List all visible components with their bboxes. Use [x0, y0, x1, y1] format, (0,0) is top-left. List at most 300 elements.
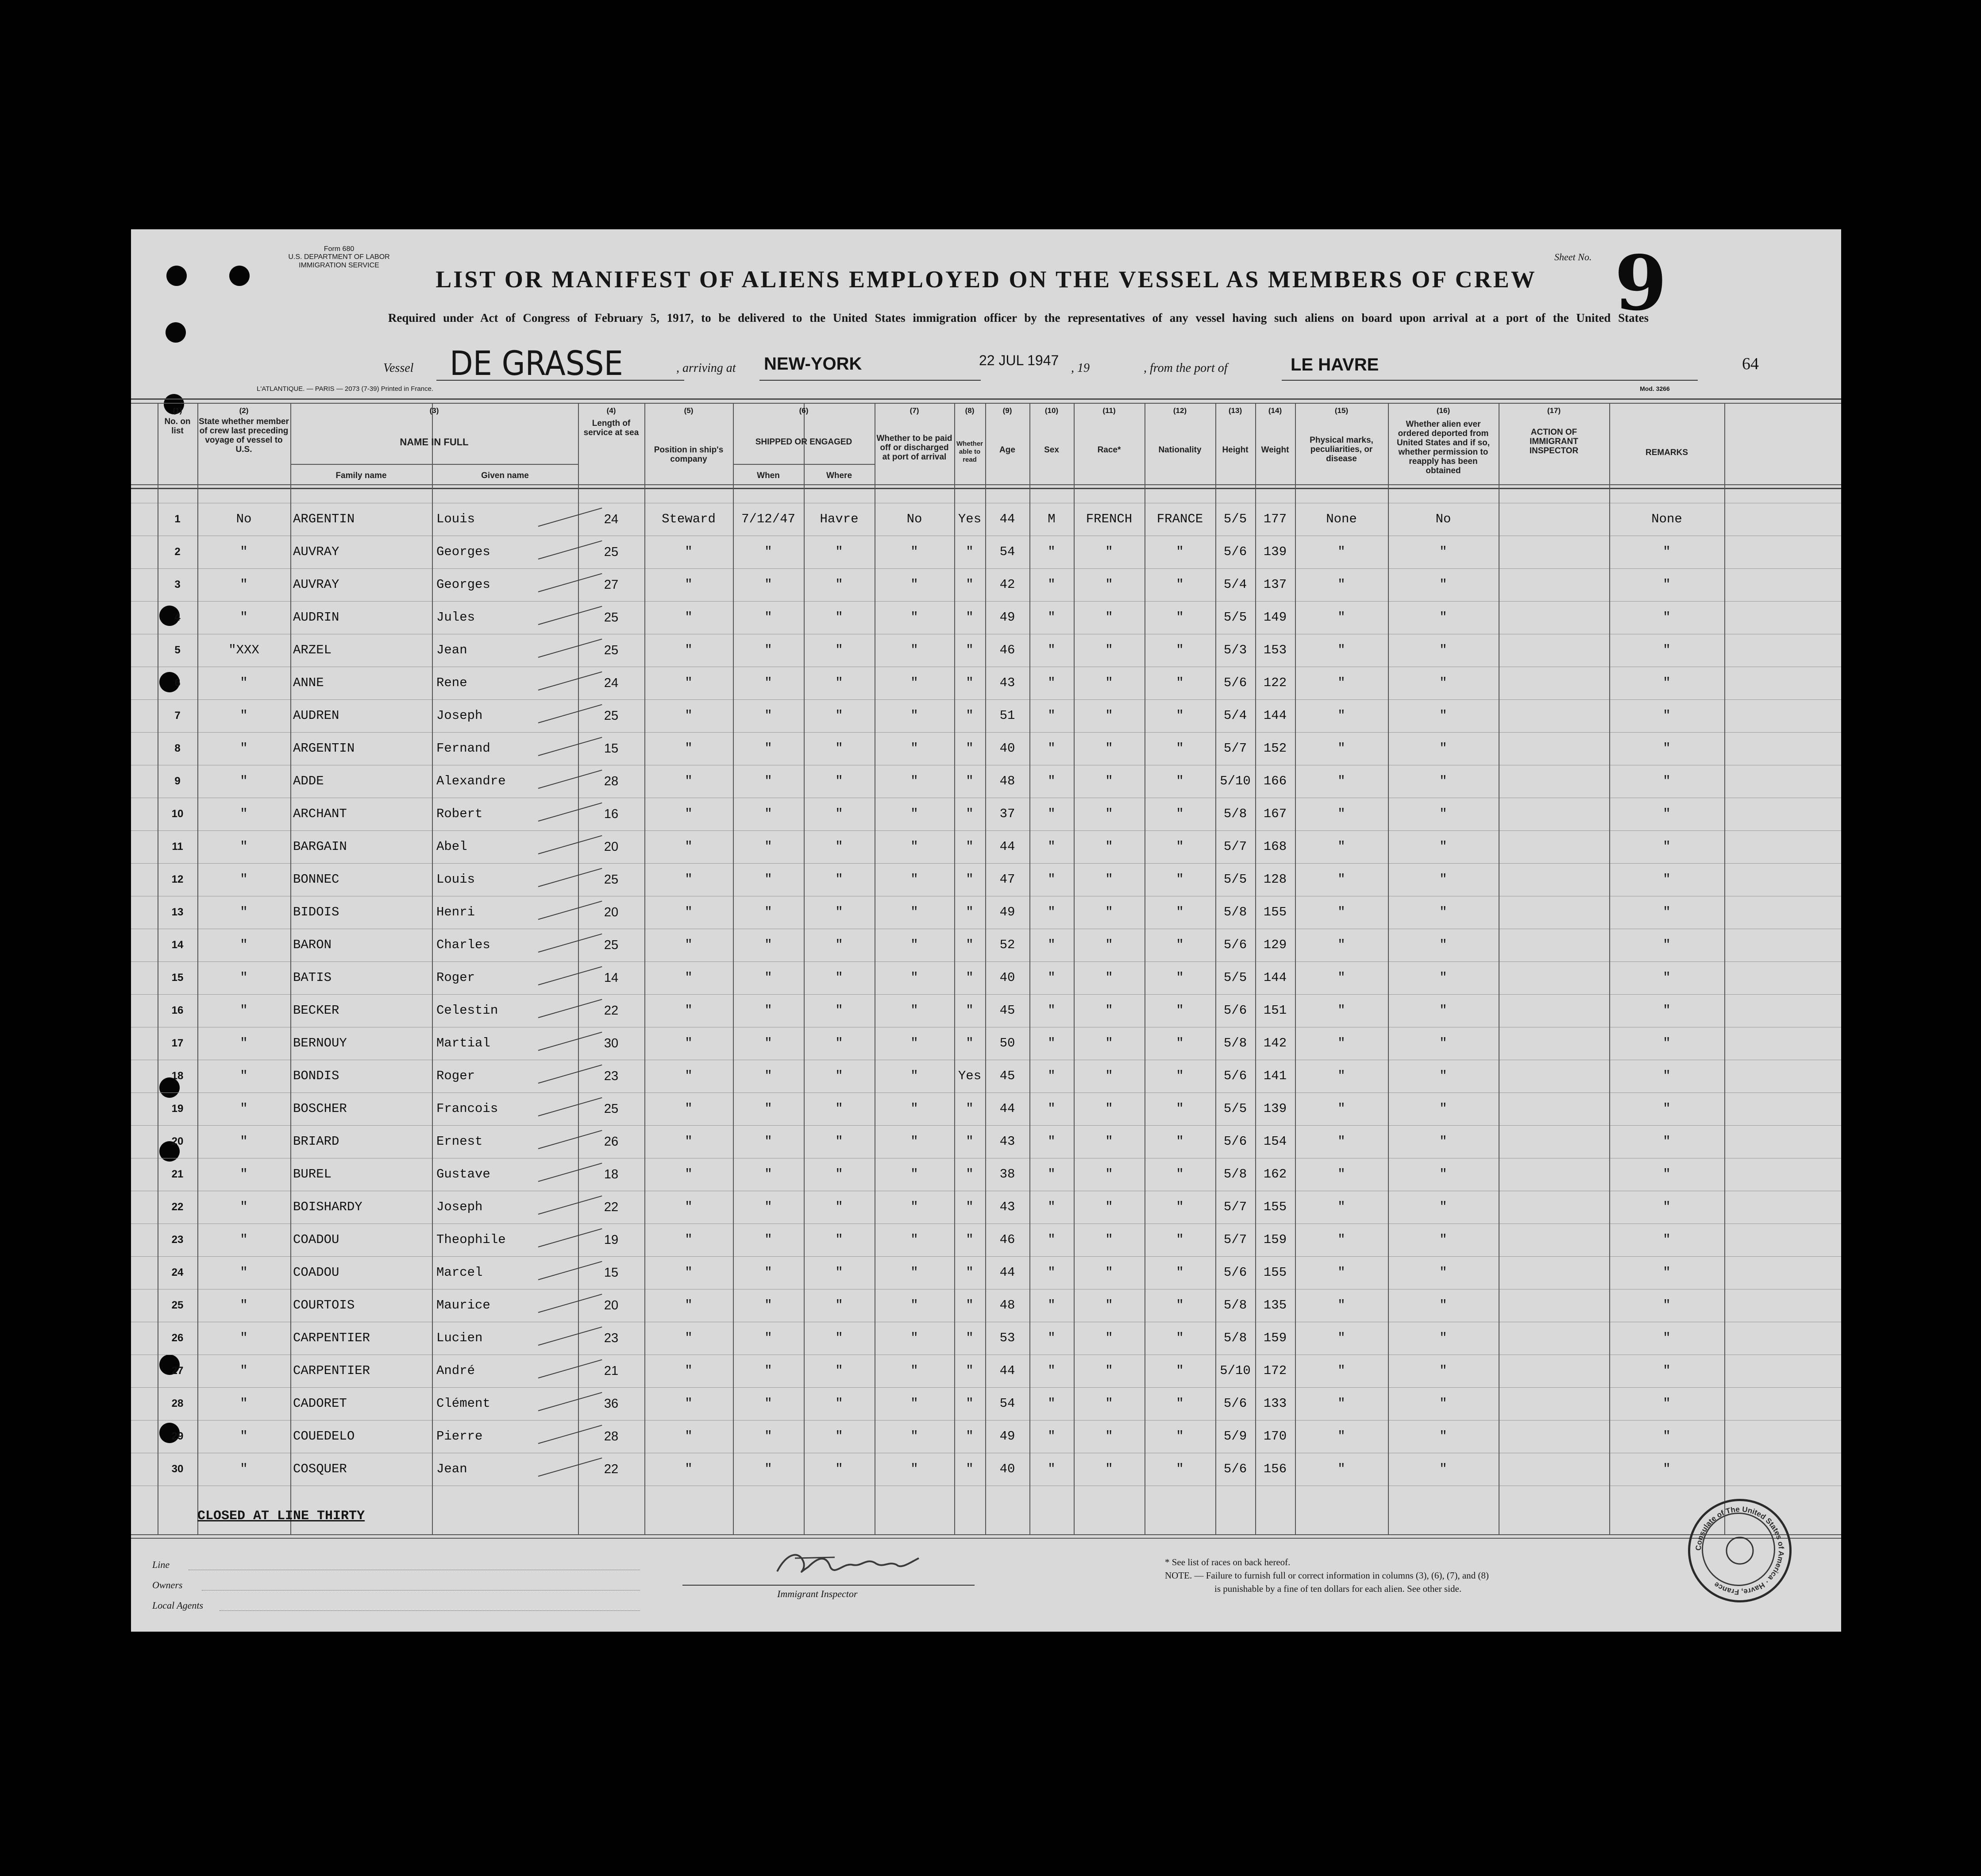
- cell-family: COADOU: [293, 1265, 339, 1280]
- cell-race: ": [1105, 1101, 1113, 1116]
- cell-no: 21: [171, 1168, 184, 1180]
- cell-remarks: ": [1663, 577, 1671, 592]
- cell-paid: ": [910, 610, 918, 625]
- cell-deported: ": [1439, 708, 1447, 723]
- cell-paid: ": [910, 1069, 918, 1083]
- cell-position: ": [685, 938, 693, 952]
- cell-service: 25: [604, 1102, 619, 1116]
- col-prev-voyage-header: State whether member of crew last preceding voyage of vessel to U.S.: [199, 417, 289, 454]
- cell-when: ": [764, 544, 772, 559]
- cell-paid: ": [910, 1232, 918, 1247]
- cell-race: ": [1105, 938, 1113, 952]
- cell-marks: ": [1337, 970, 1345, 985]
- cell-weight: 177: [1263, 512, 1287, 526]
- cell-paid: ": [910, 1200, 918, 1214]
- cell-when: ": [764, 1298, 772, 1312]
- cell-weight: 137: [1263, 577, 1287, 592]
- cell-marks: ": [1337, 872, 1345, 887]
- immigrant-inspector-label: Immigrant Inspector: [777, 1588, 858, 1599]
- cell-deported: ": [1439, 1363, 1447, 1378]
- cell-position: ": [685, 807, 693, 821]
- cell-when: ": [764, 1167, 772, 1181]
- cell-when: ": [764, 577, 772, 592]
- table-row: [131, 896, 1841, 929]
- cell-race: ": [1105, 1003, 1113, 1018]
- cell-age: 54: [999, 544, 1015, 559]
- cell-age: 47: [999, 872, 1015, 887]
- col-service-header: Length of service at sea: [583, 419, 639, 437]
- cell-paid: ": [910, 1396, 918, 1411]
- col-race-header: Race*: [1097, 445, 1121, 455]
- cell-family: BONNEC: [293, 872, 339, 887]
- cell-read: ": [966, 970, 974, 985]
- cell-marks: ": [1337, 544, 1345, 559]
- cell-height: 5/8: [1223, 1331, 1247, 1345]
- cell-service: 30: [604, 1036, 619, 1050]
- cell-position: ": [685, 610, 693, 625]
- cell-nat: ": [1176, 741, 1184, 756]
- cell-remarks: None: [1651, 512, 1682, 526]
- cell-race: ": [1105, 610, 1113, 625]
- vessel-name: DE GRASSE: [450, 344, 623, 383]
- manifest-sheet: Form 680 U.S. DEPARTMENT OF LABOR IMMIGRATION SERVICE LIST OR MANIFEST OF ALIENS EMPLOYED ON THE VESSEL AS MEMBERS OF CREW Required under Act of Congress of February 5, 1917, to be delivered to the United States immigration officer by the representatives of any vessel having such aliens on board upon arrival at a port of the United States Sheet No. 9 Vessel DE GRASSE , arriving at NEW-YORK 22 JUL 1947 , 19 , from the port of LE HAVRE 64 L'ATLANTIQUE. — PARIS — 2073 (7-39) Printed in France. Mod. 3266 (1) No. on list (2) State whether member of crew last preceding voyage of vessel to U.S. (3) NAME IN FULL Family name Given name (4) Length of service at sea (5) Position in ship's company (6) SHIPPED OR ENGAGED When Where (7) Whether to be paid off or discharged at port of arrival (8) Whether able to read (9) Age (10) Sex (11) Race* (12) Nationality (13) Height (14) Weight (15) Physical marks, peculiarities, or disease (16) Whether alien ever ordered deported from United States and if so, whether permission to reapply has been obtained (17) ACTION OF IMMIGRANT INSPECTOR REMARKS 1 No ARGENTIN Louis 24 Steward 7/12/47 Havre No Yes 44 M FRENCH FRANCE 5/5 177 None No None 2 " AUVRAY Georges 25 " " " " " 54 " " " 5/6 139 " " " 3 " AUVRAY Georges 27 " " " " " 42 " " " 5/4 137 " " " 4 " AUDRIN Jules 25 " " " " " 49 " " " 5/5 149 " " " 5 "XXX ARZEL Jean 25 " " " " " 46 " " " 5/3 153 " " " 6 " ANNE Rene 24 " " " " " 43 " " " 5/6 122 " " " 7 " AUDREN Joseph 25 " " " " " 51 " " " 5/4 144 " " " 8 " ARGENTIN Fernand 15 " " " " " 40 " " " 5/7 152 " " " 9 " ADDE Alexandre 28 " " " " " 48 " " " 5/10 166 " " " 10 " ARCHANT Robert 16 " " " " " 37 " " " 5/8 167 " " " 11 " BARGAIN Abel 20 " " " " " 44 " " " 5/7 168 " " " 12 " BONNEC Louis 25 " " " " " 47 " " " 5/5 128 " " " 13 " BIDOIS Henri 20 " " " " " 49 " " " 5/8 155 " " " 14 " BARON Charles 25 " " " " " 52 " " " 5/6 129 " " " 15 " BATIS Roger 14 " " " " " 40 " " " 5/5 144 " " " 16 " BECKER Celestin 22 " " " " " 45 " " " 5/6 151 " " " 17 " BERNOUY Martial 30 " " " " " 50 " " " 5/8 142 " " " 18 " BONDIS Roger 23 " " " " Yes 45 " " " 5/6 141 " " " 19 " BOSCHER Francois 25 " " " " " 44 " " " 5/5 139 " " " 20 " BRIARD Ernest 26 " " " " " 43 " " " 5/6 154 " " " 21 " BUREL Gustave 18 " " " " " 38 " " " 5/8 162 " " " 22 " BOISHARDY Joseph 22 " " " " " 43 " " " 5/7 155 " " " 23 " COADOU Theophile 19 " " " " " 46 " " " 5/7 159 " " " 24 " COADOU Marcel 15 " " " " " 44 " " " 5/6 155 " " " 25 " COURTOIS Maurice 20 " " " " " 48 " " " 5/8 135 " " " 26 " CARPENTIER Lucien 23 " " " " " 53 " " " 5/8 159 " " " 27 " CARPENTIER André 21 " " " " " 44 " " " 5/10 172 " " " 28 " CADORET Clément 36 " " " " " 54 " " " 5/6 133 " " " 29 " COUEDELO Pierre 28 " " " " " 49 " " " 5/9 170 " " " 30 " COSQUER Jean 22 " " " " " 40 " " " 5/6 156 " " " CLOSED AT LINE THIRTY Line Owners Local Agents Immigrant Inspector * See list of races on back hereof. NOTE. — Failure to furnish full or correct information in columns (3), (6), (7), and (8) is punishable by a fine of ten dollars for each alien. See other side. Consulate of The United States of America · Havre, France: [131, 229, 1841, 1632]
- cell-deported: ": [1439, 1036, 1447, 1050]
- consulate-seal: [1688, 1499, 1792, 1602]
- cell-family: ANNE: [293, 676, 324, 690]
- cell-no: 20: [171, 1135, 184, 1147]
- cell-marks: ": [1337, 676, 1345, 690]
- cell-service: 22: [604, 1200, 619, 1214]
- cell-remarks: ": [1663, 676, 1671, 690]
- cell-remarks: ": [1663, 1298, 1671, 1312]
- cell-where: ": [835, 741, 843, 756]
- cell-race: ": [1105, 905, 1113, 919]
- cell-marks: ": [1337, 708, 1345, 723]
- cell-paid: ": [910, 1363, 918, 1378]
- cell-read: ": [966, 1101, 974, 1116]
- cell-read: ": [966, 839, 974, 854]
- cell-service: 23: [604, 1069, 619, 1083]
- cell-sex: M: [1048, 512, 1056, 526]
- cell-given: Louis: [436, 512, 475, 526]
- cell-where: Havre: [820, 512, 859, 526]
- cell-sex: ": [1048, 577, 1056, 592]
- cell-sex: ": [1048, 676, 1056, 690]
- cell-prev: ": [240, 1298, 248, 1312]
- cell-family: BRIARD: [293, 1134, 339, 1149]
- cell-paid: ": [910, 839, 918, 854]
- cell-race: ": [1105, 1462, 1113, 1476]
- cell-where: ": [835, 708, 843, 723]
- cell-service: 28: [604, 774, 619, 788]
- cell-paid: ": [910, 774, 918, 788]
- cell-position: ": [685, 544, 693, 559]
- cell-prev: ": [240, 905, 248, 919]
- cell-nat: ": [1176, 905, 1184, 919]
- cell-age: 40: [999, 741, 1015, 756]
- cell-given: Celestin: [436, 1003, 498, 1018]
- cell-where: ": [835, 1200, 843, 1214]
- cell-height: 5/9: [1223, 1429, 1247, 1444]
- col-nationality-header: Nationality: [1158, 445, 1202, 455]
- cell-deported: ": [1439, 1331, 1447, 1345]
- cell-prev: ": [240, 1462, 248, 1476]
- cell-where: ": [835, 1069, 843, 1083]
- cell-where: ": [835, 676, 843, 690]
- cell-where: ": [835, 1429, 843, 1444]
- col-sex-header: Sex: [1044, 445, 1059, 455]
- cell-remarks: ": [1663, 872, 1671, 887]
- cell-weight: 159: [1263, 1331, 1287, 1345]
- cell-given: Georges: [436, 577, 490, 592]
- cell-deported: ": [1439, 839, 1447, 854]
- cell-weight: 129: [1263, 938, 1287, 952]
- cell-paid: ": [910, 577, 918, 592]
- cell-when: ": [764, 807, 772, 821]
- cell-remarks: ": [1663, 905, 1671, 919]
- cell-where: ": [835, 1036, 843, 1050]
- cell-deported: ": [1439, 741, 1447, 756]
- cell-paid: ": [910, 1462, 918, 1476]
- cell-service: 28: [604, 1429, 619, 1444]
- cell-paid: ": [910, 1003, 918, 1018]
- cell-paid: ": [910, 807, 918, 821]
- cell-given: Louis: [436, 872, 475, 887]
- col-shipped-header: SHIPPED OR ENGAGED: [755, 437, 852, 447]
- cell-read: ": [966, 1200, 974, 1214]
- cell-prev: ": [240, 577, 248, 592]
- cell-height: 5/6: [1223, 938, 1247, 952]
- cell-nat: ": [1176, 1462, 1184, 1476]
- cell-given: Roger: [436, 1069, 475, 1083]
- cell-nat: ": [1176, 1134, 1184, 1149]
- cell-no: 22: [171, 1201, 184, 1213]
- cell-read: ": [966, 676, 974, 690]
- cell-nat: ": [1176, 774, 1184, 788]
- cell-given: Jules: [436, 610, 475, 625]
- cell-marks: ": [1337, 1396, 1345, 1411]
- cell-family: BERNOUY: [293, 1036, 347, 1050]
- cell-age: 46: [999, 1232, 1015, 1247]
- cell-weight: 149: [1263, 610, 1287, 625]
- cell-where: ": [835, 1265, 843, 1280]
- cell-service: 27: [604, 578, 619, 592]
- cell-sex: ": [1048, 1298, 1056, 1312]
- arriving-port: NEW-YORK: [764, 354, 862, 374]
- cell-age: 44: [999, 512, 1015, 526]
- cell-race: ": [1105, 544, 1113, 559]
- cell-marks: ": [1337, 1167, 1345, 1181]
- cell-height: 5/6: [1223, 1003, 1247, 1018]
- table-row: [131, 568, 1841, 601]
- line-label: Line: [152, 1559, 170, 1570]
- cell-prev: ": [240, 1396, 248, 1411]
- cell-service: 23: [604, 1331, 619, 1345]
- cell-read: ": [966, 1363, 974, 1378]
- cell-race: ": [1105, 1167, 1113, 1181]
- cell-where: ": [835, 643, 843, 657]
- cell-weight: 167: [1263, 807, 1287, 821]
- cell-no: 30: [171, 1463, 184, 1475]
- cell-deported: ": [1439, 1298, 1447, 1312]
- cell-where: ": [835, 544, 843, 559]
- cell-prev: ": [240, 741, 248, 756]
- cell-family: BATIS: [293, 970, 332, 985]
- page-subtitle: Required under Act of Congress of February 5, 1917, to be delivered to the United States immigration officer by the representatives of any vessel having such aliens on board upon arrival at a port of the United States: [388, 311, 1649, 324]
- cell-position: ": [685, 1069, 693, 1083]
- cell-remarks: ": [1663, 741, 1671, 756]
- cell-position: ": [685, 905, 693, 919]
- cell-read: ": [966, 1429, 974, 1444]
- cell-age: 43: [999, 1200, 1015, 1214]
- cell-nat: ": [1176, 1036, 1184, 1050]
- cell-given: Abel: [436, 839, 467, 854]
- cell-sex: ": [1048, 807, 1056, 821]
- cell-prev: ": [240, 544, 248, 559]
- form-number: Form 680: [324, 245, 355, 253]
- cell-no: 25: [171, 1299, 184, 1311]
- cell-weight: 141: [1263, 1069, 1287, 1083]
- cell-nat: ": [1176, 577, 1184, 592]
- cell-weight: 128: [1263, 872, 1287, 887]
- cell-height: 5/4: [1223, 708, 1247, 723]
- cell-where: ": [835, 1298, 843, 1312]
- cell-sex: ": [1048, 741, 1056, 756]
- cell-when: ": [764, 643, 772, 657]
- cell-prev: ": [240, 1167, 248, 1181]
- table-row: [131, 1387, 1841, 1420]
- cell-when: ": [764, 872, 772, 887]
- cell-race: ": [1105, 839, 1113, 854]
- cell-no: 28: [171, 1397, 184, 1409]
- cell-sex: ": [1048, 774, 1056, 788]
- cell-deported: ": [1439, 1101, 1447, 1116]
- cell-age: 54: [999, 1396, 1015, 1411]
- cell-weight: 133: [1263, 1396, 1287, 1411]
- cell-height: 5/6: [1223, 1396, 1247, 1411]
- cell-paid: ": [910, 872, 918, 887]
- cell-given: Jean: [436, 643, 467, 657]
- col-paid-off-header: Whether to be paid off or discharged at port of arrival: [876, 434, 952, 462]
- table-row: [131, 798, 1841, 830]
- cell-service: 25: [604, 872, 619, 887]
- cell-race: ": [1105, 1232, 1113, 1247]
- cell-when: ": [764, 676, 772, 690]
- cell-sex: ": [1048, 938, 1056, 952]
- cell-service: 24: [604, 676, 619, 690]
- cell-prev: ": [240, 708, 248, 723]
- col-remarks-header: REMARKS: [1645, 448, 1688, 457]
- cell-when: ": [764, 839, 772, 854]
- cell-height: 5/7: [1223, 1232, 1247, 1247]
- col-given-name-header: Given name: [481, 471, 529, 480]
- cell-no: 27: [171, 1365, 184, 1377]
- cell-marks: ": [1337, 938, 1345, 952]
- cell-height: 5/8: [1223, 1167, 1247, 1181]
- cell-nat: ": [1176, 970, 1184, 985]
- cell-marks: ": [1337, 643, 1345, 657]
- cell-prev: ": [240, 1003, 248, 1018]
- cell-family: BARGAIN: [293, 839, 347, 854]
- cell-when: ": [764, 1036, 772, 1050]
- cell-height: 5/4: [1223, 577, 1247, 592]
- cell-prev: ": [240, 1134, 248, 1149]
- cell-remarks: ": [1663, 544, 1671, 559]
- department-line: U.S. DEPARTMENT OF LABOR: [288, 253, 390, 261]
- cell-no: 29: [171, 1430, 184, 1442]
- cell-read: ": [966, 938, 974, 952]
- cell-marks: ": [1337, 1232, 1345, 1247]
- cell-no: 13: [171, 906, 184, 918]
- cell-nat: ": [1176, 544, 1184, 559]
- cell-paid: ": [910, 1167, 918, 1181]
- cell-height: 5/6: [1223, 1462, 1247, 1476]
- cell-family: BONDIS: [293, 1069, 339, 1083]
- cell-position: Steward: [662, 512, 716, 526]
- cell-position: ": [685, 676, 693, 690]
- cell-height: 5/5: [1223, 610, 1247, 625]
- cell-sex: ": [1048, 905, 1056, 919]
- cell-service: 25: [604, 938, 619, 952]
- cell-marks: ": [1337, 774, 1345, 788]
- cell-race: ": [1105, 643, 1113, 657]
- cell-age: 44: [999, 1265, 1015, 1280]
- cell-race: ": [1105, 676, 1113, 690]
- table-row: [131, 1060, 1841, 1092]
- cell-prev: ": [240, 872, 248, 887]
- cell-height: 5/5: [1223, 1101, 1247, 1116]
- cell-sex: ": [1048, 544, 1056, 559]
- cell-prev: ": [240, 1429, 248, 1444]
- svg-text:Consulate of The United States: Consulate of The United States of America · Havre, France: [1694, 1505, 1786, 1597]
- cell-no: 4: [174, 611, 181, 623]
- cell-position: ": [685, 1429, 693, 1444]
- cell-when: 7/12/47: [741, 512, 795, 526]
- cell-weight: 155: [1263, 905, 1287, 919]
- cell-marks: ": [1337, 577, 1345, 592]
- cell-height: 5/6: [1223, 1134, 1247, 1149]
- cell-marks: ": [1337, 1003, 1345, 1018]
- cell-sex: ": [1048, 1069, 1056, 1083]
- cell-read: ": [966, 544, 974, 559]
- race-note: * See list of races on back hereof.: [1165, 1557, 1291, 1567]
- service-line: IMMIGRATION SERVICE: [299, 261, 379, 269]
- cell-age: 44: [999, 839, 1015, 854]
- cell-prev: ": [240, 807, 248, 821]
- cell-nat: ": [1176, 1101, 1184, 1116]
- cell-when: ": [764, 1200, 772, 1214]
- cell-remarks: ": [1663, 1429, 1671, 1444]
- cell-sex: ": [1048, 1462, 1056, 1476]
- cell-family: ARCHANT: [293, 807, 347, 821]
- cell-service: 14: [604, 971, 619, 985]
- cell-weight: 151: [1263, 1003, 1287, 1018]
- cell-given: Martial: [436, 1036, 490, 1050]
- cell-prev: ": [240, 938, 248, 952]
- col-family-name-header: Family name: [335, 471, 387, 480]
- cell-remarks: ": [1663, 708, 1671, 723]
- cell-when: ": [764, 1363, 772, 1378]
- cell-marks: ": [1337, 1298, 1345, 1312]
- cell-when: ": [764, 1101, 772, 1116]
- cell-position: ": [685, 643, 693, 657]
- page-mark: 64: [1742, 355, 1759, 373]
- cell-nat: ": [1176, 1003, 1184, 1018]
- col-where-header: Where: [826, 471, 852, 480]
- cell-remarks: ": [1663, 1167, 1671, 1181]
- cell-nat: ": [1176, 807, 1184, 821]
- model-number: Mod. 3266: [1640, 385, 1670, 392]
- cell-sex: ": [1048, 1232, 1056, 1247]
- cell-weight: 172: [1263, 1363, 1287, 1378]
- fine-note-continued: is punishable by a fine of ten dollars for each alien. See other side.: [1214, 1583, 1462, 1594]
- cell-height: 5/7: [1223, 839, 1247, 854]
- cell-height: 5/6: [1223, 1265, 1247, 1280]
- cell-deported: ": [1439, 610, 1447, 625]
- cell-family: AUDREN: [293, 708, 339, 723]
- cell-age: 40: [999, 1462, 1015, 1476]
- cell-weight: 162: [1263, 1167, 1287, 1181]
- cell-paid: ": [910, 1265, 918, 1280]
- cell-given: Joseph: [436, 708, 483, 723]
- table-row: [131, 994, 1841, 1027]
- cell-read: ": [966, 905, 974, 919]
- cell-read: ": [966, 610, 974, 625]
- table-row: [131, 1027, 1841, 1060]
- cell-weight: 122: [1263, 676, 1287, 690]
- table-row: [131, 863, 1841, 896]
- cell-race: ": [1105, 1363, 1113, 1378]
- cell-prev: ": [240, 1331, 248, 1345]
- cell-read: Yes: [958, 512, 982, 526]
- closing-note: CLOSED AT LINE THIRTY: [197, 1509, 365, 1524]
- cell-remarks: ": [1663, 839, 1671, 854]
- cell-read: ": [966, 1462, 974, 1476]
- cell-given: Joseph: [436, 1200, 483, 1214]
- cell-nat: ": [1176, 1200, 1184, 1214]
- departure-port: LE HAVRE: [1291, 355, 1379, 374]
- cell-weight: 142: [1263, 1036, 1287, 1050]
- table-row: [131, 732, 1841, 765]
- cell-sex: ": [1048, 1265, 1056, 1280]
- cell-no: 26: [171, 1332, 184, 1344]
- cell-height: 5/10: [1220, 1363, 1251, 1378]
- cell-given: Lucien: [436, 1331, 483, 1345]
- cell-marks: ": [1337, 1429, 1345, 1444]
- cell-age: 45: [999, 1069, 1015, 1083]
- cell-position: ": [685, 1265, 693, 1280]
- cell-race: ": [1105, 577, 1113, 592]
- cell-given: Clément: [436, 1396, 490, 1411]
- cell-paid: ": [910, 1298, 918, 1312]
- cell-deported: ": [1439, 1069, 1447, 1083]
- cell-where: ": [835, 1462, 843, 1476]
- cell-position: ": [685, 970, 693, 985]
- cell-sex: ": [1048, 1003, 1056, 1018]
- cell-nat: ": [1176, 708, 1184, 723]
- cell-marks: ": [1337, 905, 1345, 919]
- cell-race: ": [1105, 807, 1113, 821]
- table-row: [131, 830, 1841, 863]
- cell-where: ": [835, 1003, 843, 1018]
- cell-deported: ": [1439, 905, 1447, 919]
- cell-remarks: ": [1663, 1003, 1671, 1018]
- table-row: [131, 699, 1841, 732]
- cell-age: 37: [999, 807, 1015, 821]
- cell-family: COURTOIS: [293, 1298, 355, 1312]
- cell-where: ": [835, 905, 843, 919]
- cell-nat: ": [1176, 610, 1184, 625]
